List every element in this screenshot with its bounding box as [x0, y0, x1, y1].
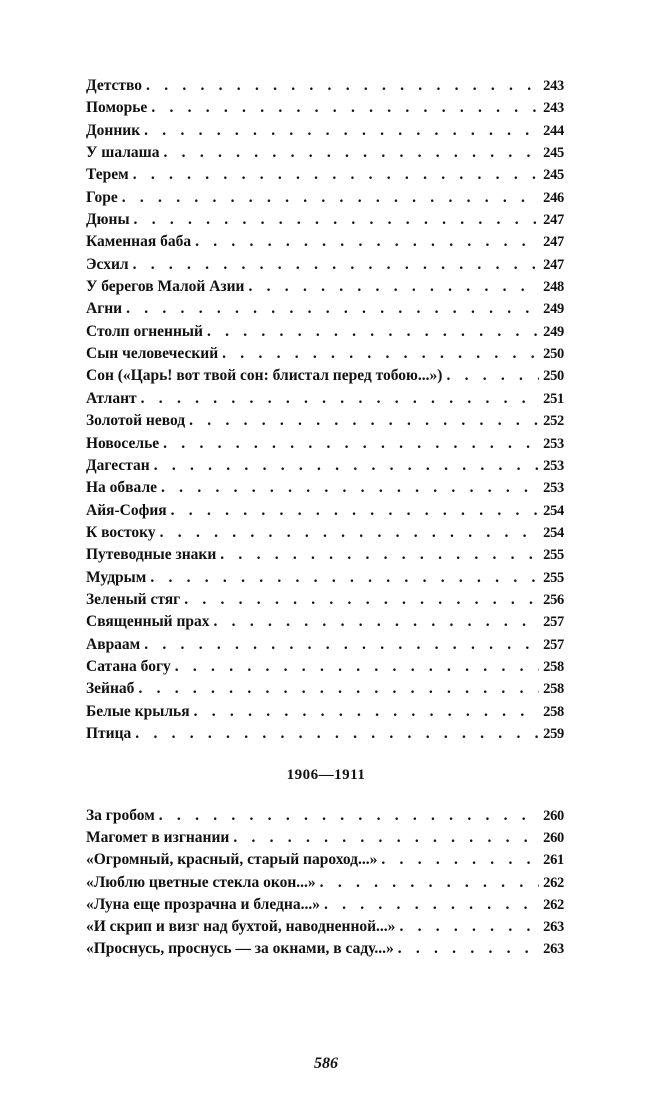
dot-leader: [175, 656, 539, 678]
toc-entry-title: Сын человеческий: [86, 345, 219, 363]
dot-leader: [214, 611, 540, 633]
toc-entry-page: 253: [543, 480, 564, 497]
toc-entry: [86, 894, 564, 916]
dot-leader: [324, 894, 539, 916]
dot-leader: [194, 701, 540, 723]
toc-entry-title: У берегов Малой Азии: [86, 278, 245, 296]
toc-entry-title: Путеводные знаки: [86, 546, 217, 564]
toc-entry: [86, 500, 564, 522]
toc-entry-title: Горе: [86, 188, 118, 206]
toc-entry-title: Магомет в изгнании: [86, 829, 230, 847]
toc-entry-page: 246: [543, 189, 564, 206]
toc-entry-title: Зейнаб: [86, 680, 135, 698]
dot-leader: [220, 544, 539, 566]
toc-entry-page: 256: [543, 591, 564, 608]
toc-entry: [86, 477, 564, 499]
toc-entry: [86, 231, 564, 253]
toc-entry-page: 259: [543, 725, 564, 742]
toc-entry-page: 250: [543, 346, 564, 363]
toc-entry-page: 262: [543, 874, 564, 891]
toc-entry: [86, 433, 564, 455]
toc-entry-page: 249: [543, 323, 564, 340]
toc-entry-title: «Луна еще прозрачна и бледна...»: [86, 895, 320, 913]
toc-entry-page: 263: [543, 918, 564, 935]
toc-entry: [86, 827, 564, 849]
toc-entry-page: 252: [543, 413, 564, 430]
toc-entry: [86, 849, 564, 871]
toc-entry-title: Айя-София: [86, 501, 167, 519]
toc-entry-title: Сатана богу: [86, 657, 171, 675]
dot-leader: [135, 723, 539, 745]
toc-entry-page: 244: [543, 122, 564, 139]
dot-leader: [163, 433, 539, 455]
toc-entry-title: Терем: [86, 166, 129, 184]
toc-entry-page: 255: [543, 569, 564, 586]
dot-leader: [398, 938, 539, 960]
toc-entry-title: У шалаша: [86, 144, 160, 162]
toc-entry-page: 258: [543, 703, 564, 720]
dot-leader: [222, 343, 539, 365]
toc-entry-title: «Люблю цветные стекла окон...»: [86, 873, 316, 891]
toc-entry: [86, 634, 564, 656]
toc-entry-page: 261: [543, 852, 564, 869]
toc-entry: [86, 872, 564, 894]
toc-entry: [86, 365, 564, 387]
dot-leader: [184, 589, 539, 611]
toc-entry-page: 258: [543, 681, 564, 698]
dot-leader: [138, 678, 539, 700]
toc-entry-title: Белые крылья: [86, 702, 190, 720]
toc-entry-page: 260: [543, 808, 564, 824]
toc-entry: [86, 142, 564, 164]
dot-leader: [144, 120, 539, 142]
toc-entry-page: 263: [543, 941, 564, 958]
table-of-contents-part-1: [86, 75, 564, 745]
toc-entry-page: 247: [543, 212, 564, 229]
toc-entry: [86, 701, 564, 723]
toc-entry-page: 248: [543, 279, 564, 296]
dot-leader: [126, 298, 539, 320]
toc-entry-title: Донник: [86, 121, 141, 139]
toc-entry-title: На обвале: [86, 479, 158, 497]
dot-leader: [150, 567, 539, 589]
toc-entry-page: 253: [543, 435, 564, 452]
toc-entry-title: Агни: [86, 300, 123, 318]
dot-leader: [151, 97, 539, 119]
toc-entry: [86, 254, 564, 276]
dot-leader: [154, 455, 539, 477]
page-number: 586: [314, 1055, 338, 1072]
toc-entry-page: 254: [543, 502, 564, 519]
toc-entry: [86, 388, 564, 410]
toc-entry-title: Эсхил: [86, 255, 129, 273]
dot-leader: [134, 209, 540, 231]
toc-entry: [86, 544, 564, 566]
toc-entry: [86, 276, 564, 298]
toc-entry-title: Дюны: [86, 211, 130, 229]
dot-leader: [195, 231, 539, 253]
toc-entry-page: 253: [543, 457, 564, 474]
toc-entry: [86, 97, 564, 119]
toc-entry: [86, 678, 564, 700]
dot-leader: [160, 522, 540, 544]
table-of-contents-part-2: [86, 805, 564, 960]
toc-entry-page: 243: [543, 78, 564, 94]
toc-entry: [86, 938, 564, 960]
toc-entry-page: 258: [543, 658, 564, 675]
dot-leader: [207, 321, 539, 343]
dot-leader: [133, 164, 539, 186]
toc-entry-title: Столп огненный: [86, 322, 203, 340]
toc-entry: [86, 589, 564, 611]
dot-leader: [122, 187, 539, 209]
toc-entry-title: Птица: [86, 724, 132, 742]
toc-entry-title: Сон («Царь! вот твой сон: блистал перед тобою...»): [86, 367, 443, 385]
toc-entry-title: Поморье: [86, 99, 148, 117]
toc-entry-title: Авраам: [86, 635, 141, 653]
dot-leader: [320, 872, 539, 894]
toc-entry: [86, 187, 564, 209]
toc-entry: [86, 522, 564, 544]
toc-entry-page: 260: [543, 830, 564, 847]
toc-entry: [86, 321, 564, 343]
toc-entry-page: 251: [543, 390, 564, 407]
dot-leader: [164, 142, 540, 164]
toc-entry: [86, 723, 564, 745]
toc-entry-page: 254: [543, 524, 564, 541]
toc-entry-title: Золотой невод: [86, 412, 186, 430]
toc-entry: [86, 611, 564, 633]
dot-leader: [399, 916, 539, 938]
dot-leader: [159, 805, 539, 827]
section-heading: 1906—1911: [286, 767, 366, 783]
toc-entry: [86, 343, 564, 365]
toc-entry-page: 250: [543, 368, 564, 385]
toc-entry: [86, 656, 564, 678]
toc-entry-title: Детство: [86, 77, 143, 94]
toc-entry: [86, 567, 564, 589]
toc-entry-title: К востоку: [86, 523, 156, 541]
dot-leader: [161, 477, 539, 499]
toc-entry: [86, 916, 564, 938]
toc-entry-title: Каменная баба: [86, 233, 192, 251]
toc-entry-title: «Огромный, красный, старый пароход...»: [86, 851, 378, 869]
dot-leader: [446, 365, 539, 387]
dot-leader: [144, 634, 539, 656]
toc-entry: [86, 209, 564, 231]
dot-leader: [146, 75, 539, 97]
toc-entry: [86, 410, 564, 432]
toc-entry: [86, 164, 564, 186]
toc-entry-title: Священный прах: [86, 613, 210, 631]
toc-entry-title: Мудрым: [86, 568, 147, 586]
dot-leader: [249, 276, 540, 298]
toc-entry-page: 243: [543, 100, 564, 117]
toc-entry: [86, 455, 564, 477]
dot-leader: [189, 410, 539, 432]
toc-entry: [86, 75, 564, 97]
toc-entry-title: Дагестан: [86, 456, 150, 474]
dot-leader: [133, 254, 540, 276]
toc-entry-page: 257: [543, 636, 564, 653]
dot-leader: [381, 849, 539, 871]
toc-entry-title: Зеленый стяг: [86, 590, 181, 608]
toc-entry-page: 245: [543, 145, 564, 162]
toc-entry-page: 262: [543, 896, 564, 913]
toc-entry-page: 247: [543, 256, 564, 273]
toc-entry-title: «Проснусь, проснусь — за окнами, в саду...»: [86, 940, 394, 958]
toc-entry-page: 255: [543, 547, 564, 564]
toc-entry-page: 249: [543, 301, 564, 318]
toc-entry-page: 257: [543, 614, 564, 631]
dot-leader: [171, 500, 539, 522]
toc-entry-title: За гробом: [86, 807, 155, 824]
toc-entry-title: Атлант: [86, 389, 137, 407]
toc-entry-title: «И скрип и визг над бухтой, наводненной...»: [86, 917, 396, 935]
toc-entry-page: 247: [543, 234, 564, 251]
dot-leader: [141, 388, 540, 410]
toc-entry: [86, 805, 564, 827]
toc-entry: [86, 120, 564, 142]
toc-entry-title: Новоселье: [86, 434, 160, 452]
toc-entry: [86, 298, 564, 320]
dot-leader: [233, 827, 539, 849]
toc-entry-page: 245: [543, 167, 564, 184]
